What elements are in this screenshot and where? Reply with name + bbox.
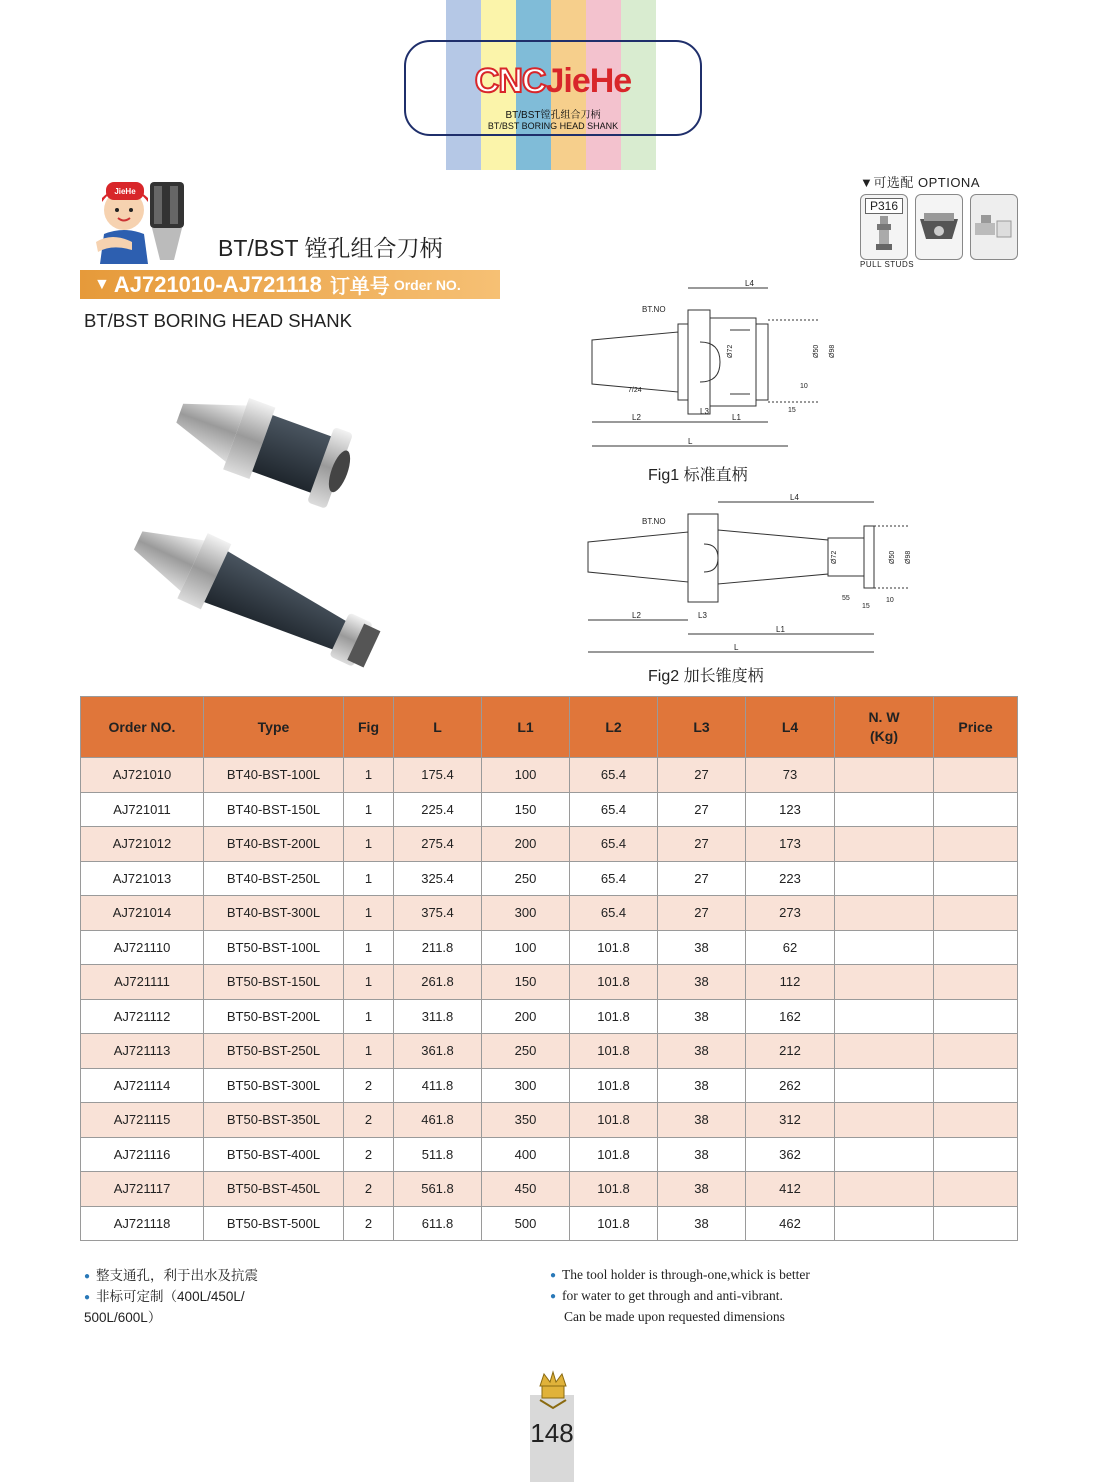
optional-pull-stud <box>860 194 908 260</box>
cell-l1: 250 <box>482 861 570 896</box>
cell-fig: 1 <box>344 827 394 862</box>
optional-boring-set <box>970 194 1018 260</box>
cell-type: BT40-BST-300L <box>204 896 344 931</box>
cell-l4: 273 <box>746 896 835 931</box>
cell-l4: 112 <box>746 965 835 1000</box>
cell-fig: 1 <box>344 930 394 965</box>
cell-l: 375.4 <box>394 896 482 931</box>
cell-order-no: AJ721116 <box>81 1137 204 1172</box>
fig1-label-l: L <box>688 437 693 446</box>
cell-fig: 2 <box>344 1206 394 1241</box>
cell-l4: 162 <box>746 999 835 1034</box>
cell-order-no: AJ721113 <box>81 1034 204 1069</box>
cell-price <box>934 1034 1018 1069</box>
col-fig: Fig <box>344 697 394 758</box>
pull-stud-caption: PULL STUDS <box>860 260 915 269</box>
cell-nw <box>835 792 934 827</box>
cell-nw <box>835 1137 934 1172</box>
cell-nw <box>835 1068 934 1103</box>
mascot-cap-text: JieHe <box>114 187 136 196</box>
col-l1: L1 <box>482 697 570 758</box>
note-cn-1: ● 整支通孔，利于出水及抗震 <box>84 1268 259 1283</box>
optional-label: ▼可选配 OPTIONA <box>860 175 980 190</box>
fig1-diagram <box>580 280 840 460</box>
brand-subtitle-en: BT/BST BORING HEAD SHANK <box>487 121 619 131</box>
cell-order-no: AJ721117 <box>81 1172 204 1207</box>
cell-type: BT50-BST-250L <box>204 1034 344 1069</box>
cell-nw <box>835 827 934 862</box>
brand-jiehe-text: JieHe <box>545 62 632 100</box>
cell-l4: 123 <box>746 792 835 827</box>
col-nw <box>835 697 934 758</box>
cell-l1: 450 <box>482 1172 570 1207</box>
note-en-3: Can be made upon requested dimensions <box>564 1309 785 1324</box>
fig1-label-l1: L1 <box>732 413 741 422</box>
fig2-label-d50: Ø50 <box>889 550 896 564</box>
cell-type: BT50-BST-100L <box>204 930 344 965</box>
cell-l3: 38 <box>658 930 746 965</box>
fig1-caption: Fig1 标准直柄 <box>648 467 748 484</box>
cell-l4: 362 <box>746 1137 835 1172</box>
pull-stud-icon <box>861 214 907 254</box>
fig1-label-btno: BT.NO <box>642 305 666 314</box>
cell-l3: 38 <box>658 1206 746 1241</box>
cell-type: BT50-BST-300L <box>204 1068 344 1103</box>
cell-price <box>934 930 1018 965</box>
cell-order-no: AJ721114 <box>81 1068 204 1103</box>
fig2-label-15: 15 <box>862 603 870 610</box>
cell-type: BT50-BST-150L <box>204 965 344 1000</box>
cell-price <box>934 999 1018 1034</box>
brand-subtitle-cn: BT/BST镗孔组合刀柄 <box>505 110 601 121</box>
col-order-no: Order NO. <box>81 697 204 758</box>
order-label-cn: 订单号 <box>329 276 390 298</box>
fig2-label-l3: L3 <box>698 611 707 620</box>
table-row <box>81 1068 1018 1103</box>
cell-l1: 300 <box>482 1068 570 1103</box>
cell-l2: 101.8 <box>570 1068 658 1103</box>
col-type: Type <box>204 697 344 758</box>
cell-fig: 1 <box>344 896 394 931</box>
fig2-label-d72: Ø72 <box>831 550 838 564</box>
cell-price <box>934 1137 1018 1172</box>
cell-price <box>934 1172 1018 1207</box>
cell-order-no: AJ721115 <box>81 1103 204 1138</box>
fig2-label-10: 10 <box>886 597 894 604</box>
cell-nw <box>835 758 934 793</box>
optional-accessories <box>860 172 1030 272</box>
cell-l: 361.8 <box>394 1034 482 1069</box>
col-price: Price <box>934 697 1018 758</box>
cell-type: BT40-BST-250L <box>204 861 344 896</box>
cell-l2: 101.8 <box>570 965 658 1000</box>
cell-nw <box>835 1206 934 1241</box>
col-l2: L2 <box>570 697 658 758</box>
cell-l3: 27 <box>658 896 746 931</box>
cell-price <box>934 1068 1018 1103</box>
triangle-down-icon: ▼ <box>94 275 110 293</box>
cell-l2: 65.4 <box>570 896 658 931</box>
col-l: L <box>394 697 482 758</box>
page-title-cn: BT/BST 镗孔组合刀柄 <box>218 235 443 261</box>
order-label-en: Order NO. <box>393 276 461 293</box>
cell-price <box>934 1206 1018 1241</box>
fig2-label-l4: L4 <box>790 493 799 502</box>
cell-l: 561.8 <box>394 1172 482 1207</box>
cell-fig: 1 <box>344 758 394 793</box>
cell-l4: 462 <box>746 1206 835 1241</box>
cell-l: 511.8 <box>394 1137 482 1172</box>
cell-l: 275.4 <box>394 827 482 862</box>
cell-l: 211.8 <box>394 930 482 965</box>
product-photos <box>130 375 450 685</box>
cell-l1: 150 <box>482 965 570 1000</box>
cell-fig: 1 <box>344 999 394 1034</box>
cell-l1: 200 <box>482 827 570 862</box>
table-row <box>81 1034 1018 1069</box>
table-row <box>81 861 1018 896</box>
fig2-label-d98: Ø98 <box>905 550 912 564</box>
cell-price <box>934 792 1018 827</box>
table-row <box>81 1137 1018 1172</box>
cell-l2: 65.4 <box>570 827 658 862</box>
optional-boring-head <box>915 194 963 260</box>
table-row <box>81 999 1018 1034</box>
boring-head-icon <box>916 195 962 259</box>
fig2-label-l2: L2 <box>632 611 641 620</box>
fig2-diagram <box>580 492 920 662</box>
fig2-label-l1: L1 <box>776 625 785 634</box>
cell-l3: 27 <box>658 861 746 896</box>
boring-set-icon <box>971 195 1017 259</box>
cell-l3: 38 <box>658 1137 746 1172</box>
order-number-banner <box>80 270 500 299</box>
cell-l: 411.8 <box>394 1068 482 1103</box>
cell-l2: 101.8 <box>570 1103 658 1138</box>
table-row <box>81 896 1018 931</box>
cell-order-no: AJ721011 <box>81 792 204 827</box>
cell-order-no: AJ721111 <box>81 965 204 1000</box>
cell-l3: 27 <box>658 827 746 862</box>
note-en-2: ● for water to get through and anti-vibrant. <box>550 1288 783 1303</box>
fig2-label-55: 55 <box>842 595 850 602</box>
fig2-label-l: L <box>734 643 739 652</box>
bullet-icon: ● <box>550 1270 557 1281</box>
cell-type: BT50-BST-200L <box>204 999 344 1034</box>
cell-l1: 200 <box>482 999 570 1034</box>
cell-price <box>934 861 1018 896</box>
cell-order-no: AJ721110 <box>81 930 204 965</box>
note-cn-3: 500L/600L） <box>84 1310 162 1325</box>
cell-nw <box>835 1172 934 1207</box>
table-row <box>81 792 1018 827</box>
bullet-icon: ● <box>84 1292 91 1303</box>
cell-price <box>934 965 1018 1000</box>
fig1-label-l2: L2 <box>632 413 641 422</box>
col-l3: L3 <box>658 697 746 758</box>
page-number: 148 <box>530 1418 574 1448</box>
product-photo-standard <box>166 376 361 512</box>
cell-order-no: AJ721112 <box>81 999 204 1034</box>
fig1-label-taper: 7/24 <box>628 387 642 394</box>
cell-price <box>934 758 1018 793</box>
cell-l3: 27 <box>658 792 746 827</box>
cell-nw <box>835 965 934 1000</box>
table-row <box>81 758 1018 793</box>
spec-table-header <box>81 697 1018 758</box>
product-photo-extended <box>130 508 387 682</box>
cell-l2: 101.8 <box>570 1137 658 1172</box>
cell-price <box>934 827 1018 862</box>
cell-l2: 101.8 <box>570 1206 658 1241</box>
cell-l: 611.8 <box>394 1206 482 1241</box>
table-row <box>81 930 1018 965</box>
table-row <box>81 965 1018 1000</box>
cell-l1: 100 <box>482 758 570 793</box>
note-cn-2: ● 非标可定制（400L/450L/ <box>84 1289 245 1304</box>
cell-type: BT50-BST-500L <box>204 1206 344 1241</box>
cell-l1: 350 <box>482 1103 570 1138</box>
cell-l1: 150 <box>482 792 570 827</box>
pull-stud-code: P316 <box>865 198 903 214</box>
cell-fig: 1 <box>344 1034 394 1069</box>
fig2-caption: Fig2 加长锥度柄 <box>648 668 764 685</box>
cell-type: BT50-BST-350L <box>204 1103 344 1138</box>
fig1-label-l4: L4 <box>745 280 754 288</box>
cell-l1: 500 <box>482 1206 570 1241</box>
brand-cnc-text: CNC <box>474 62 546 100</box>
cell-order-no: AJ721012 <box>81 827 204 862</box>
cell-l2: 65.4 <box>570 758 658 793</box>
cell-order-no: AJ721013 <box>81 861 204 896</box>
fig1-label-d50: Ø50 <box>813 344 820 358</box>
cell-nw <box>835 999 934 1034</box>
fig1-label-l3: L3 <box>700 407 709 416</box>
cell-nw <box>835 930 934 965</box>
cell-l3: 38 <box>658 1103 746 1138</box>
cell-order-no: AJ721010 <box>81 758 204 793</box>
cell-l4: 62 <box>746 930 835 965</box>
cell-l3: 38 <box>658 1172 746 1207</box>
notes-cn <box>84 1266 258 1328</box>
cell-l4: 73 <box>746 758 835 793</box>
cell-l4: 312 <box>746 1103 835 1138</box>
cell-fig: 2 <box>344 1103 394 1138</box>
cell-order-no: AJ721118 <box>81 1206 204 1241</box>
cell-type: BT40-BST-100L <box>204 758 344 793</box>
cell-l3: 38 <box>658 1068 746 1103</box>
cell-nw <box>835 896 934 931</box>
cell-l4: 412 <box>746 1172 835 1207</box>
cell-l4: 223 <box>746 861 835 896</box>
cell-fig: 2 <box>344 1172 394 1207</box>
cell-l2: 101.8 <box>570 930 658 965</box>
fig2-label-btno: BT.NO <box>642 517 666 526</box>
cell-l1: 300 <box>482 896 570 931</box>
cell-l3: 38 <box>658 1034 746 1069</box>
cell-l: 261.8 <box>394 965 482 1000</box>
cell-l: 325.4 <box>394 861 482 896</box>
mascot-illustration <box>92 172 202 264</box>
order-range: AJ721010-AJ721118 <box>113 271 322 297</box>
cell-type: BT40-BST-200L <box>204 827 344 862</box>
fig1-label-d72: Ø72 <box>727 344 734 358</box>
brand-subtitle <box>406 110 700 132</box>
cell-l3: 27 <box>658 758 746 793</box>
cell-l2: 101.8 <box>570 1034 658 1069</box>
cell-type: BT50-BST-450L <box>204 1172 344 1207</box>
table-row <box>81 827 1018 862</box>
cell-nw <box>835 1034 934 1069</box>
cell-fig: 1 <box>344 792 394 827</box>
cell-l: 175.4 <box>394 758 482 793</box>
cell-type: BT50-BST-400L <box>204 1137 344 1172</box>
cell-nw <box>835 1103 934 1138</box>
table-row <box>81 1172 1018 1207</box>
cell-l3: 38 <box>658 965 746 1000</box>
cell-l4: 173 <box>746 827 835 862</box>
cell-price <box>934 896 1018 931</box>
table-row <box>81 1103 1018 1138</box>
col-nw-line1: N. W <box>868 709 900 725</box>
cell-l: 311.8 <box>394 999 482 1034</box>
brand-logo-box <box>404 40 702 136</box>
cell-l2: 65.4 <box>570 861 658 896</box>
table-row <box>81 1206 1018 1241</box>
cell-fig: 1 <box>344 965 394 1000</box>
cell-l3: 38 <box>658 999 746 1034</box>
cell-l1: 250 <box>482 1034 570 1069</box>
cell-l: 461.8 <box>394 1103 482 1138</box>
cell-l1: 100 <box>482 930 570 965</box>
spec-table <box>80 696 1018 1241</box>
cell-l2: 65.4 <box>570 792 658 827</box>
cell-l4: 212 <box>746 1034 835 1069</box>
cell-order-no: AJ721014 <box>81 896 204 931</box>
fig1-label-10: 10 <box>800 383 808 390</box>
fig1-label-d98: Ø98 <box>829 344 836 358</box>
col-nw-line2: (Kg) <box>870 728 898 744</box>
cell-l2: 101.8 <box>570 999 658 1034</box>
cell-l1: 400 <box>482 1137 570 1172</box>
brand-logo <box>406 62 700 101</box>
crown-ornament-icon <box>536 1370 570 1410</box>
notes-en <box>550 1265 810 1327</box>
cell-fig: 1 <box>344 861 394 896</box>
note-en-1: ● The tool holder is through-one,whick is better <box>550 1267 810 1282</box>
cell-price <box>934 1103 1018 1138</box>
cell-type: BT40-BST-150L <box>204 792 344 827</box>
cell-nw <box>835 861 934 896</box>
cell-l: 225.4 <box>394 792 482 827</box>
bullet-icon: ● <box>550 1291 557 1302</box>
col-l4: L4 <box>746 697 835 758</box>
cell-l4: 262 <box>746 1068 835 1103</box>
cell-fig: 2 <box>344 1137 394 1172</box>
cell-fig: 2 <box>344 1068 394 1103</box>
cell-l2: 101.8 <box>570 1172 658 1207</box>
page-title-en: BT/BST BORING HEAD SHANK <box>84 310 352 331</box>
fig1-label-15: 15 <box>788 407 796 414</box>
bullet-icon: ● <box>84 1271 91 1282</box>
